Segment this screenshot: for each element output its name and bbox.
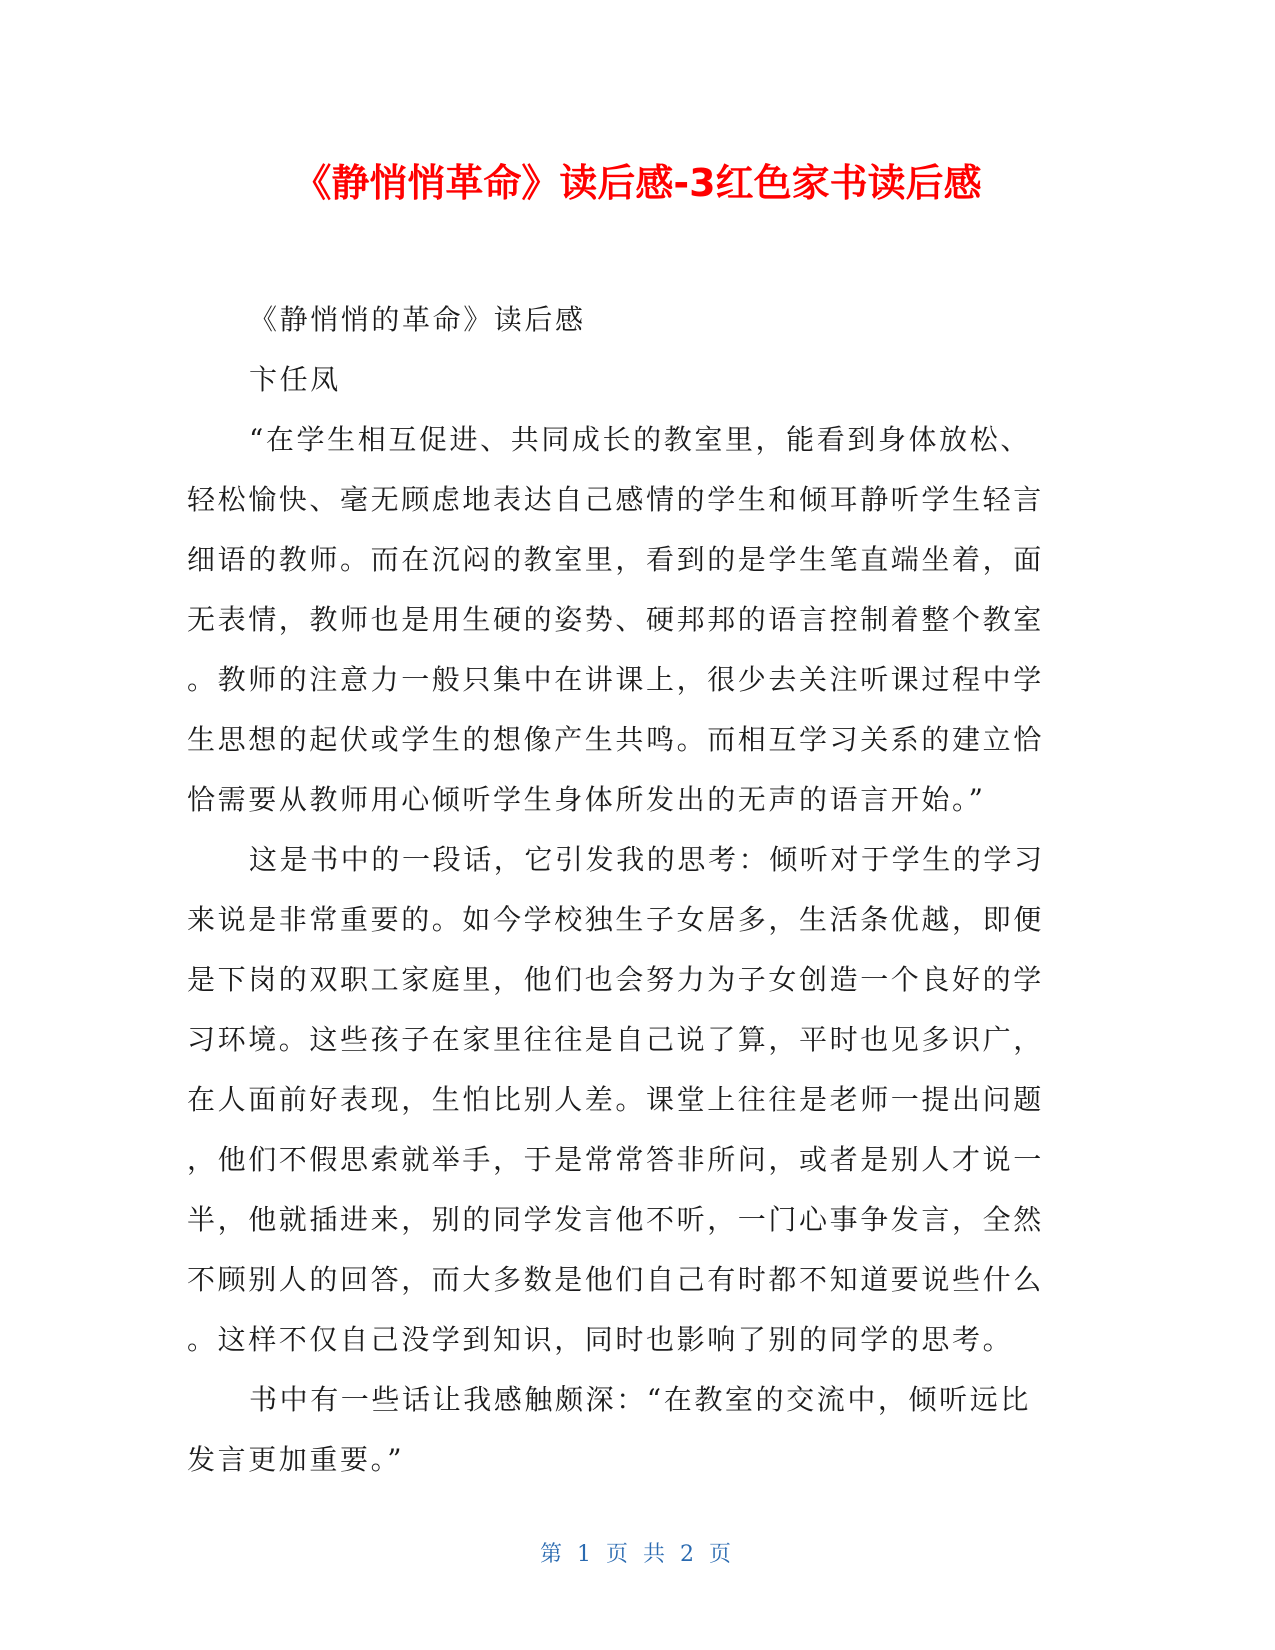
text-line: 这是书中的一段话，它引发我的思考：倾听对于学生的学习 — [249, 843, 1045, 876]
text-line: 是下岗的双职工家庭里，他们也会努力为子女创造一个良好的学 — [187, 963, 1044, 996]
text-line: 细语的教师。而在沉闷的教室里，看到的是学生笔直端坐着，面 — [187, 543, 1044, 576]
text-line: 半，他就插进来，别的同学发言他不听，一门心事争发言，全然 — [187, 1203, 1044, 1236]
text-line: 无表情，教师也是用生硬的姿势、硬邦邦的语言控制着整个教室 — [187, 603, 1044, 636]
text-line: ，他们不假思索就举手，于是常常答非所问，或者是别人才说一 — [187, 1143, 1044, 1176]
text-line: 轻松愉快、毫无顾虑地表达自己感情的学生和倾耳静听学生轻言 — [187, 483, 1044, 516]
author-name: 卞任凤 — [249, 363, 341, 396]
document-body — [187, 290, 1067, 1490]
text-line: 。教师的注意力一般只集中在讲课上，很少去关注听课过程中学 — [187, 663, 1044, 696]
text-line: 在人面前好表现，生怕比别人差。课堂上往往是老师一提出问题 — [187, 1083, 1044, 1116]
essay-heading: 《静悄悄的革命》读后感 — [249, 303, 586, 336]
text-line: 习环境。这些孩子在家里往往是自己说了算，平时也见多识广， — [187, 1023, 1044, 1056]
text-line: 生思想的起伏或学生的想像产生共鸣。而相互学习关系的建立恰 — [187, 723, 1044, 756]
text-line: “在学生相互促进、共同成长的教室里，能看到身体放松、 — [249, 423, 1031, 456]
text-line: 不顾别人的回答，而大多数是他们自己有时都不知道要说些什么 — [187, 1263, 1044, 1296]
text-line: 。这样不仅自己没学到知识，同时也影响了别的同学的思考。 — [187, 1323, 1014, 1356]
document-title: 《静悄悄革命》读后感-3红色家书读后感 — [293, 161, 982, 205]
text-line: 发言更加重要。” — [187, 1443, 405, 1476]
text-line: 书中有一些话让我感触颇深：“在教室的交流中，倾听远比 — [249, 1383, 1031, 1416]
text-line: 来说是非常重要的。如今学校独生子女居多，生活条优越，即便 — [187, 903, 1044, 936]
text-line: 恰需要从教师用心倾听学生身体所发出的无声的语言开始。” — [187, 783, 986, 816]
page-footer: 第 1 页 共 2 页 — [540, 1542, 735, 1567]
